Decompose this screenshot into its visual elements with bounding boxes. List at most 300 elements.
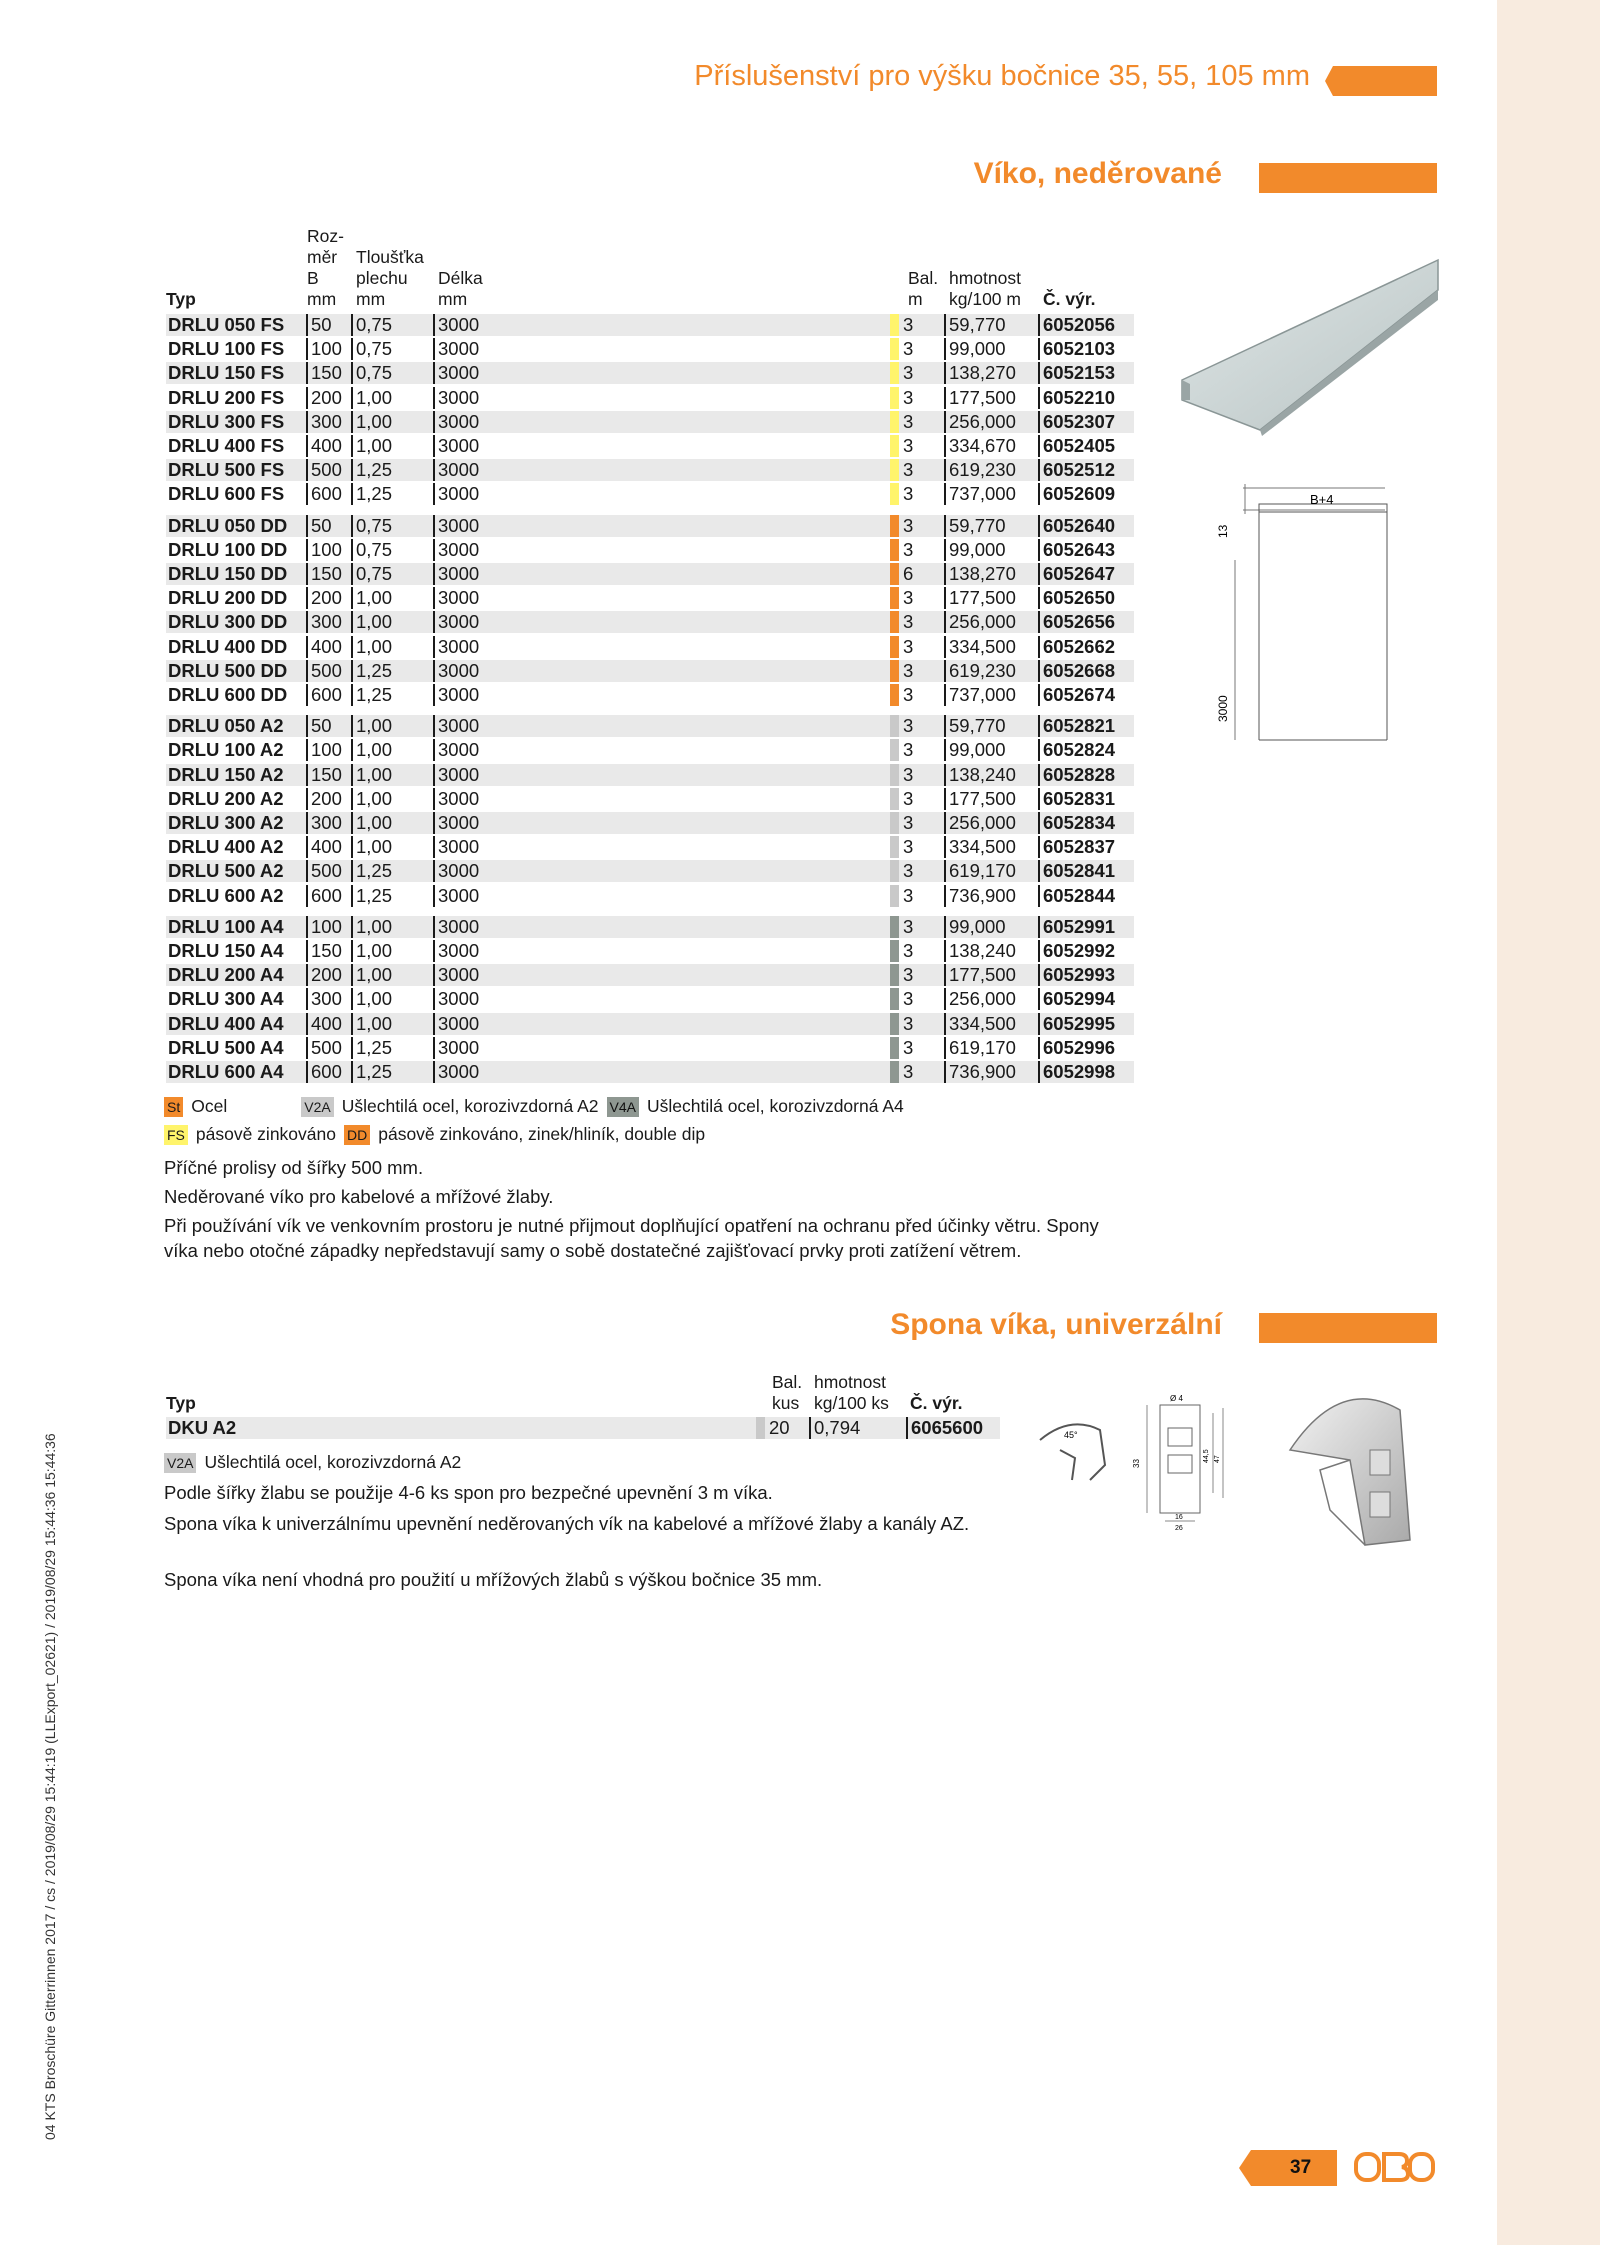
cell-thickness: 1,00 — [351, 739, 392, 761]
cell-bal: 3 — [903, 483, 914, 505]
cell-article: 6052995 — [1038, 1013, 1115, 1035]
cell-weight: 256,000 — [944, 812, 1016, 834]
clip-side-drawing — [1030, 1410, 1120, 1490]
cell-typ: DRLU 200 A4 — [168, 964, 284, 986]
cell-weight: 737,000 — [944, 483, 1016, 505]
material-mark — [890, 860, 899, 882]
material-mark — [890, 788, 899, 810]
col-bal-1: Bal. — [908, 268, 939, 288]
note2-2: Spona víka k univerzálnímu upevnění neděrovaných vík na kabelové a mřížové žlaby a kanály AZ. — [164, 1513, 970, 1534]
cell-length: 3000 — [433, 636, 479, 658]
material-mark — [890, 836, 899, 858]
cell-bal: 3 — [903, 514, 914, 536]
cell-typ: DRLU 050 DD — [168, 514, 288, 536]
cell-length: 3000 — [433, 836, 479, 858]
material-mark — [890, 1013, 899, 1035]
cell-b: 500 — [306, 860, 342, 882]
cell-length: 3000 — [433, 860, 479, 882]
cell-weight: 334,500 — [944, 636, 1016, 658]
material-mark — [890, 387, 899, 409]
dim-height-label: 13 — [1216, 524, 1230, 538]
cell-typ: DRLU 600 FS — [168, 483, 285, 505]
legend-clip — [164, 1452, 461, 1473]
table-row — [166, 1013, 1134, 1035]
cell-weight: 177,500 — [944, 587, 1016, 609]
material-mark — [890, 611, 899, 633]
legend-tag-dd: DD — [344, 1125, 370, 1145]
cell-bal: 3 — [903, 1061, 914, 1082]
cell-length: 3000 — [433, 739, 479, 761]
material-mark — [890, 539, 899, 561]
cell-typ: DRLU 200 DD — [168, 587, 288, 609]
table-row — [166, 1037, 1134, 1059]
cell-typ: DRLU 100 A4 — [168, 915, 284, 937]
page-number-box — [1239, 2150, 1337, 2186]
cell-b: 200 — [306, 387, 342, 409]
clip-front-drawing — [1132, 1393, 1235, 1533]
table-row — [166, 739, 1134, 761]
legend-text-dd: pásově zinkováno, zinek/hliník, double dip — [378, 1124, 706, 1144]
cell-weight: 138,270 — [944, 563, 1016, 585]
cell-bal: 3 — [903, 611, 914, 633]
cell-length: 3000 — [433, 362, 479, 384]
cell-bal: 3 — [903, 715, 914, 737]
cell-b: 200 — [306, 587, 342, 609]
cell-article: 6052674 — [1038, 684, 1115, 706]
col-tl-2: plechu — [356, 268, 408, 288]
dim-d1: Ø 4 — [1170, 1394, 1183, 1403]
cell-article: 6052153 — [1038, 362, 1115, 384]
table-row — [166, 515, 1134, 537]
cell-article: 6052844 — [1038, 885, 1115, 907]
cell-length: 3000 — [433, 715, 479, 737]
cell-b: 200 — [306, 788, 342, 810]
cell-thickness: 1,25 — [351, 483, 392, 505]
cell-bal: 6 — [903, 563, 914, 584]
cell-typ: DRLU 600 A4 — [168, 1061, 284, 1082]
cell-bal: 3 — [903, 763, 914, 785]
cell-typ: DRLU 200 FS — [168, 386, 285, 408]
cell-bal: 3 — [903, 836, 914, 858]
table-row — [166, 1417, 1000, 1439]
table-row — [166, 964, 1134, 986]
cell-b: 50 — [306, 715, 332, 737]
cell-typ: DRLU 050 FS — [168, 314, 285, 335]
table-row — [166, 764, 1134, 786]
col-delka-2: mm — [438, 289, 468, 309]
cell-length: 3000 — [433, 916, 479, 938]
material-mark — [890, 684, 899, 706]
cell-weight: 138,270 — [944, 362, 1016, 384]
table-row — [166, 636, 1134, 658]
cell-length: 3000 — [433, 660, 479, 682]
note2-3: Spona víka není vhodná pro použití u mřížových žlabů s výškou bočnice 35 mm. — [164, 1569, 823, 1590]
note-1: Příčné prolisy od šířky 500 mm. — [164, 1157, 424, 1178]
cell-thickness: 1,00 — [351, 916, 392, 938]
table-row — [166, 860, 1134, 882]
cell-b: 500 — [306, 459, 342, 481]
cell-b: 50 — [306, 314, 332, 336]
page-number: 37 — [1290, 2157, 1312, 2178]
cell-typ: DRLU 100 DD — [168, 538, 288, 560]
cell-thickness: 1,00 — [351, 964, 392, 986]
section-accent-bar-2 — [1259, 1313, 1437, 1343]
table-row — [166, 885, 1134, 907]
cell-article: 6052828 — [1038, 764, 1115, 786]
cell-article: 6052992 — [1038, 940, 1115, 962]
cell-typ: DRLU 100 FS — [168, 338, 285, 360]
cell-article: 6052831 — [1038, 788, 1115, 810]
cell-typ: DRLU 400 FS — [168, 435, 285, 456]
cell-weight: 138,240 — [944, 940, 1016, 962]
cell-article: 6052998 — [1038, 1061, 1115, 1083]
cell-b: 400 — [306, 435, 342, 457]
material-mark — [890, 1061, 899, 1083]
legend-text-v4a: Ušlechtilá ocel, korozivzdorná A4 — [646, 1096, 904, 1116]
cell-b: 150 — [306, 764, 342, 786]
cell-typ: DRLU 500 A2 — [168, 860, 284, 882]
cell-thickness: 0,75 — [351, 515, 392, 537]
cell-b: 300 — [306, 411, 342, 433]
legend-tag-v2a: V2A — [301, 1097, 333, 1117]
cell-thickness: 0,75 — [351, 539, 392, 561]
cell-bal: 3 — [903, 964, 914, 986]
cell-weight: 256,000 — [944, 411, 1016, 433]
table-row — [166, 611, 1134, 633]
cell-article: 6052056 — [1038, 314, 1115, 336]
cell-thickness: 1,00 — [351, 812, 392, 834]
cell-length: 3000 — [433, 988, 479, 1010]
dim-width-label: B+4 — [1310, 492, 1334, 507]
table-row — [166, 684, 1134, 706]
cell-thickness: 1,00 — [351, 988, 392, 1010]
cell-thickness: 1,25 — [351, 1037, 392, 1059]
section-title-lid: Víko, neděrované — [973, 157, 1222, 190]
cell-b: 400 — [306, 1013, 342, 1035]
cell-b: 600 — [306, 885, 342, 907]
cell-b: 300 — [306, 812, 342, 834]
cell-typ: DRLU 400 A4 — [168, 1012, 284, 1034]
cell-bal: 3 — [903, 314, 914, 335]
cell-b: 150 — [306, 563, 342, 585]
cell-weight: 256,000 — [944, 988, 1016, 1010]
table-row — [166, 940, 1134, 962]
cell-thickness: 1,00 — [351, 788, 392, 810]
material-mark — [890, 435, 899, 457]
cell-length: 3000 — [433, 611, 479, 633]
cell-length: 3000 — [433, 788, 479, 810]
cell-b: 300 — [306, 611, 342, 633]
cell-typ: DRLU 500 A4 — [168, 1036, 284, 1058]
cell-weight: 619,170 — [944, 1037, 1016, 1059]
legend-line-2 — [164, 1124, 705, 1145]
table-row — [166, 587, 1134, 609]
col-bal-2: m — [908, 289, 923, 309]
cell-weight: 736,900 — [944, 885, 1016, 907]
cell-length: 3000 — [433, 539, 479, 561]
cell-article: 6052996 — [1038, 1037, 1115, 1059]
cell-length: 3000 — [433, 764, 479, 786]
cell-bal: 3 — [903, 410, 914, 432]
cell-article: 6052640 — [1038, 515, 1115, 537]
cell-article: 6052103 — [1038, 338, 1115, 360]
cell-length: 3000 — [433, 587, 479, 609]
cell-weight: 619,230 — [944, 459, 1016, 481]
cell-typ: DRLU 300 DD — [168, 611, 288, 633]
cell-article: 6052837 — [1038, 836, 1115, 858]
col-b-3: B — [307, 268, 319, 288]
material-mark — [890, 483, 899, 505]
cell-article: 6052668 — [1038, 660, 1115, 682]
cell-weight: 138,240 — [944, 764, 1016, 786]
cell-b: 600 — [306, 1061, 342, 1083]
cell-thickness: 1,00 — [351, 715, 392, 737]
col2-cv: Č. výr. — [910, 1393, 963, 1413]
material-mark — [890, 459, 899, 481]
cell-weight: 334,500 — [944, 1013, 1016, 1035]
legend-text-v2a: Ušlechtilá ocel, korozivzdorná A2 — [341, 1096, 599, 1116]
col-typ: Typ — [166, 289, 196, 309]
cell-weight: 99,000 — [944, 739, 1006, 761]
lid-dimension-drawing — [1215, 470, 1415, 750]
table-row — [166, 362, 1134, 384]
cell-thickness: 1,00 — [351, 836, 392, 858]
cell-thickness: 1,00 — [351, 411, 392, 433]
dim-d6: 26 — [1175, 1525, 1183, 1532]
cell-weight: 177,500 — [944, 964, 1016, 986]
clip-product-image — [1270, 1380, 1430, 1550]
cell-thickness: 0,75 — [351, 362, 392, 384]
cell-weight: 737,000 — [944, 684, 1016, 706]
cell-article: 6052405 — [1038, 435, 1115, 457]
cell-weight: 334,500 — [944, 836, 1016, 858]
material-mark — [890, 362, 899, 384]
cell-bal: 3 — [903, 538, 914, 560]
table-row — [166, 539, 1134, 561]
col2-hm-2: kg/100 ks — [814, 1393, 889, 1413]
cell-weight: 59,770 — [944, 314, 1006, 336]
cell-typ: DRLU 150 A2 — [168, 763, 284, 785]
legend-text-fs: pásově zinkováno — [195, 1124, 336, 1144]
cell-b: 600 — [306, 483, 342, 505]
table-row — [166, 715, 1134, 737]
cell-cv: 6065600 — [906, 1417, 983, 1439]
lid-product-image — [1180, 260, 1440, 435]
cell-typ: DRLU 150 FS — [168, 362, 285, 384]
col-hm-1: hmotnost — [949, 268, 1021, 288]
cell-article: 6052656 — [1038, 611, 1115, 633]
material-mark — [890, 338, 899, 360]
section-accent-bar — [1259, 163, 1437, 193]
col-tl-1: Tloušťka — [356, 247, 424, 267]
cell-weight: 99,000 — [944, 539, 1006, 561]
cell-length: 3000 — [433, 459, 479, 481]
cell-b: 100 — [306, 539, 342, 561]
cell-weight: 59,770 — [944, 715, 1006, 737]
table-row — [166, 836, 1134, 858]
cell-b: 300 — [306, 988, 342, 1010]
cell-b: 500 — [306, 660, 342, 682]
cell-typ: DRLU 050 A2 — [168, 715, 284, 737]
cell-length: 3000 — [433, 314, 479, 336]
cell-article: 6052650 — [1038, 587, 1115, 609]
material-mark — [890, 715, 899, 737]
cell-typ: DRLU 300 A2 — [168, 812, 284, 833]
cell-article: 6052834 — [1038, 812, 1115, 834]
table-row — [166, 916, 1134, 938]
material-mark — [890, 515, 899, 537]
legend2-tag-v2a: V2A — [164, 1453, 196, 1473]
cell-article: 6052643 — [1038, 539, 1115, 561]
cell-b: 150 — [306, 940, 342, 962]
cell-bal: 3 — [903, 386, 914, 408]
cell-bal: 3 — [903, 1036, 914, 1058]
col2-bal-2: kus — [772, 1393, 800, 1413]
cell-typ: DRLU 300 FS — [168, 410, 285, 432]
cell-bal: 3 — [903, 940, 914, 961]
col-b-2: měr — [307, 247, 338, 267]
cell-length: 3000 — [433, 483, 479, 505]
material-mark — [890, 812, 899, 834]
cell-thickness: 1,25 — [351, 885, 392, 907]
cell-bal: 20 — [769, 1417, 790, 1438]
cell-thickness: 1,00 — [351, 940, 392, 962]
legend-tag-st: St — [164, 1097, 183, 1117]
dim-d3: 44,5 — [1203, 1449, 1210, 1463]
table-row — [166, 1061, 1134, 1083]
cell-length: 3000 — [433, 387, 479, 409]
cell-article: 6052821 — [1038, 715, 1115, 737]
cell-article: 6052307 — [1038, 411, 1115, 433]
cell-weight: 619,230 — [944, 660, 1016, 682]
cell-bal: 3 — [903, 587, 914, 609]
legend-line-1 — [164, 1096, 904, 1117]
cell-article: 6052512 — [1038, 459, 1115, 481]
table-row — [166, 788, 1134, 810]
cell-article: 6052210 — [1038, 387, 1115, 409]
cell-thickness: 0,75 — [351, 314, 392, 336]
cell-article: 6052993 — [1038, 964, 1115, 986]
cell-bal: 3 — [903, 435, 914, 456]
cell-b: 100 — [306, 739, 342, 761]
cell-b: 50 — [306, 515, 332, 537]
cell-length: 3000 — [433, 1013, 479, 1035]
cell-typ: DRLU 150 DD — [168, 563, 288, 584]
table-row — [166, 435, 1134, 457]
cell-typ: DRLU 400 A2 — [168, 836, 284, 858]
cell-b: 400 — [306, 836, 342, 858]
cell-bal: 3 — [903, 739, 914, 761]
clip-angle-label: 45° — [1064, 1430, 1078, 1440]
cell-weight: 99,000 — [944, 916, 1006, 938]
cell-article: 6052662 — [1038, 636, 1115, 658]
side-strip — [1497, 0, 1600, 2245]
cell-typ: DRLU 500 FS — [168, 459, 285, 481]
cell-bal: 3 — [903, 362, 914, 384]
print-metadata-note: 04 KTS Broschüre Gitterrinnen 2017 / cs / 2019/08/29 15:44:19 (LLExport_02621) / 2019/08/29 15:44:36 15:44:36 — [42, 1433, 58, 2140]
cell-b: 150 — [306, 362, 342, 384]
cell-weight: 177,500 — [944, 788, 1016, 810]
cell-bal: 3 — [903, 988, 914, 1010]
table-row — [166, 459, 1134, 481]
col2-typ: Typ — [166, 1393, 196, 1413]
cell-article: 6052994 — [1038, 988, 1115, 1010]
cell-weight: 177,500 — [944, 387, 1016, 409]
table-row — [166, 563, 1134, 585]
cell-thickness: 1,00 — [351, 636, 392, 658]
cell-thickness: 1,00 — [351, 764, 392, 786]
cell-thickness: 1,00 — [351, 387, 392, 409]
material-mark — [890, 636, 899, 658]
cell-length: 3000 — [433, 515, 479, 537]
cell-thickness: 1,00 — [351, 587, 392, 609]
cell-b: 500 — [306, 1037, 342, 1059]
material-mark — [890, 964, 899, 986]
col-b-4: mm — [307, 289, 337, 309]
cell-article: 6052647 — [1038, 563, 1115, 585]
material-mark — [890, 739, 899, 761]
cell-length: 3000 — [433, 885, 479, 907]
cell-b: 200 — [306, 964, 342, 986]
cell-thickness: 1,00 — [351, 435, 392, 457]
cell-bal: 3 — [903, 684, 914, 705]
cell-article: 6052609 — [1038, 483, 1115, 505]
col-tl-3: mm — [356, 289, 386, 309]
cell-length: 3000 — [433, 812, 479, 834]
cell-weight: 256,000 — [944, 611, 1016, 633]
cell-typ: DRLU 200 A2 — [168, 787, 284, 809]
col2-bal-1: Bal. — [772, 1372, 803, 1392]
cell-thickness: 1,00 — [351, 611, 392, 633]
cell-typ: DRLU 600 A2 — [168, 884, 284, 906]
cell-length: 3000 — [433, 411, 479, 433]
cell-length: 3000 — [433, 435, 479, 457]
cell-article: 6052824 — [1038, 739, 1115, 761]
legend-tag-fs: FS — [164, 1125, 188, 1145]
cell-typ: DRLU 600 DD — [168, 684, 288, 705]
note-3: Při používání vík ve venkovním prostoru je nutné přijmout doplňující opatření na ochranu před účinky větru. Spony víka nebo otočné západky nepředstavují samy o sobě dostatečné zajišťovací prvky proti zatížení větrem. — [164, 1215, 1099, 1261]
cell-length: 3000 — [433, 684, 479, 706]
table-row — [166, 338, 1134, 360]
cell-b: 100 — [306, 916, 342, 938]
cell-bal: 3 — [903, 659, 914, 681]
col-b-1: Roz- — [307, 226, 344, 246]
table-row — [166, 387, 1134, 409]
material-mark — [890, 1037, 899, 1059]
cell-typ: DKU A2 — [168, 1417, 237, 1438]
cell-article: 6052841 — [1038, 860, 1115, 882]
col2-hm-1: hmotnost — [814, 1372, 886, 1392]
obo-logo — [1355, 2151, 1434, 2183]
cell-b: 100 — [306, 338, 342, 360]
cell-length: 3000 — [433, 1061, 479, 1083]
material-mark — [890, 916, 899, 938]
cell-bal: 3 — [903, 860, 914, 882]
cell-thickness: 0,75 — [351, 563, 392, 585]
cell-bal: 3 — [903, 1012, 914, 1034]
material-mark — [756, 1417, 765, 1439]
cell-length: 3000 — [433, 964, 479, 986]
cell-length: 3000 — [433, 563, 479, 585]
material-mark — [890, 988, 899, 1010]
cell-length: 3000 — [433, 1037, 479, 1059]
cell-typ: DRLU 100 A2 — [168, 739, 284, 761]
cell-thickness: 1,25 — [351, 459, 392, 481]
col-cv: Č. výr. — [1043, 289, 1096, 309]
dim-d4: 47 — [1214, 1455, 1221, 1463]
table-row — [166, 660, 1134, 682]
col-delka-1: Délka — [438, 268, 483, 288]
